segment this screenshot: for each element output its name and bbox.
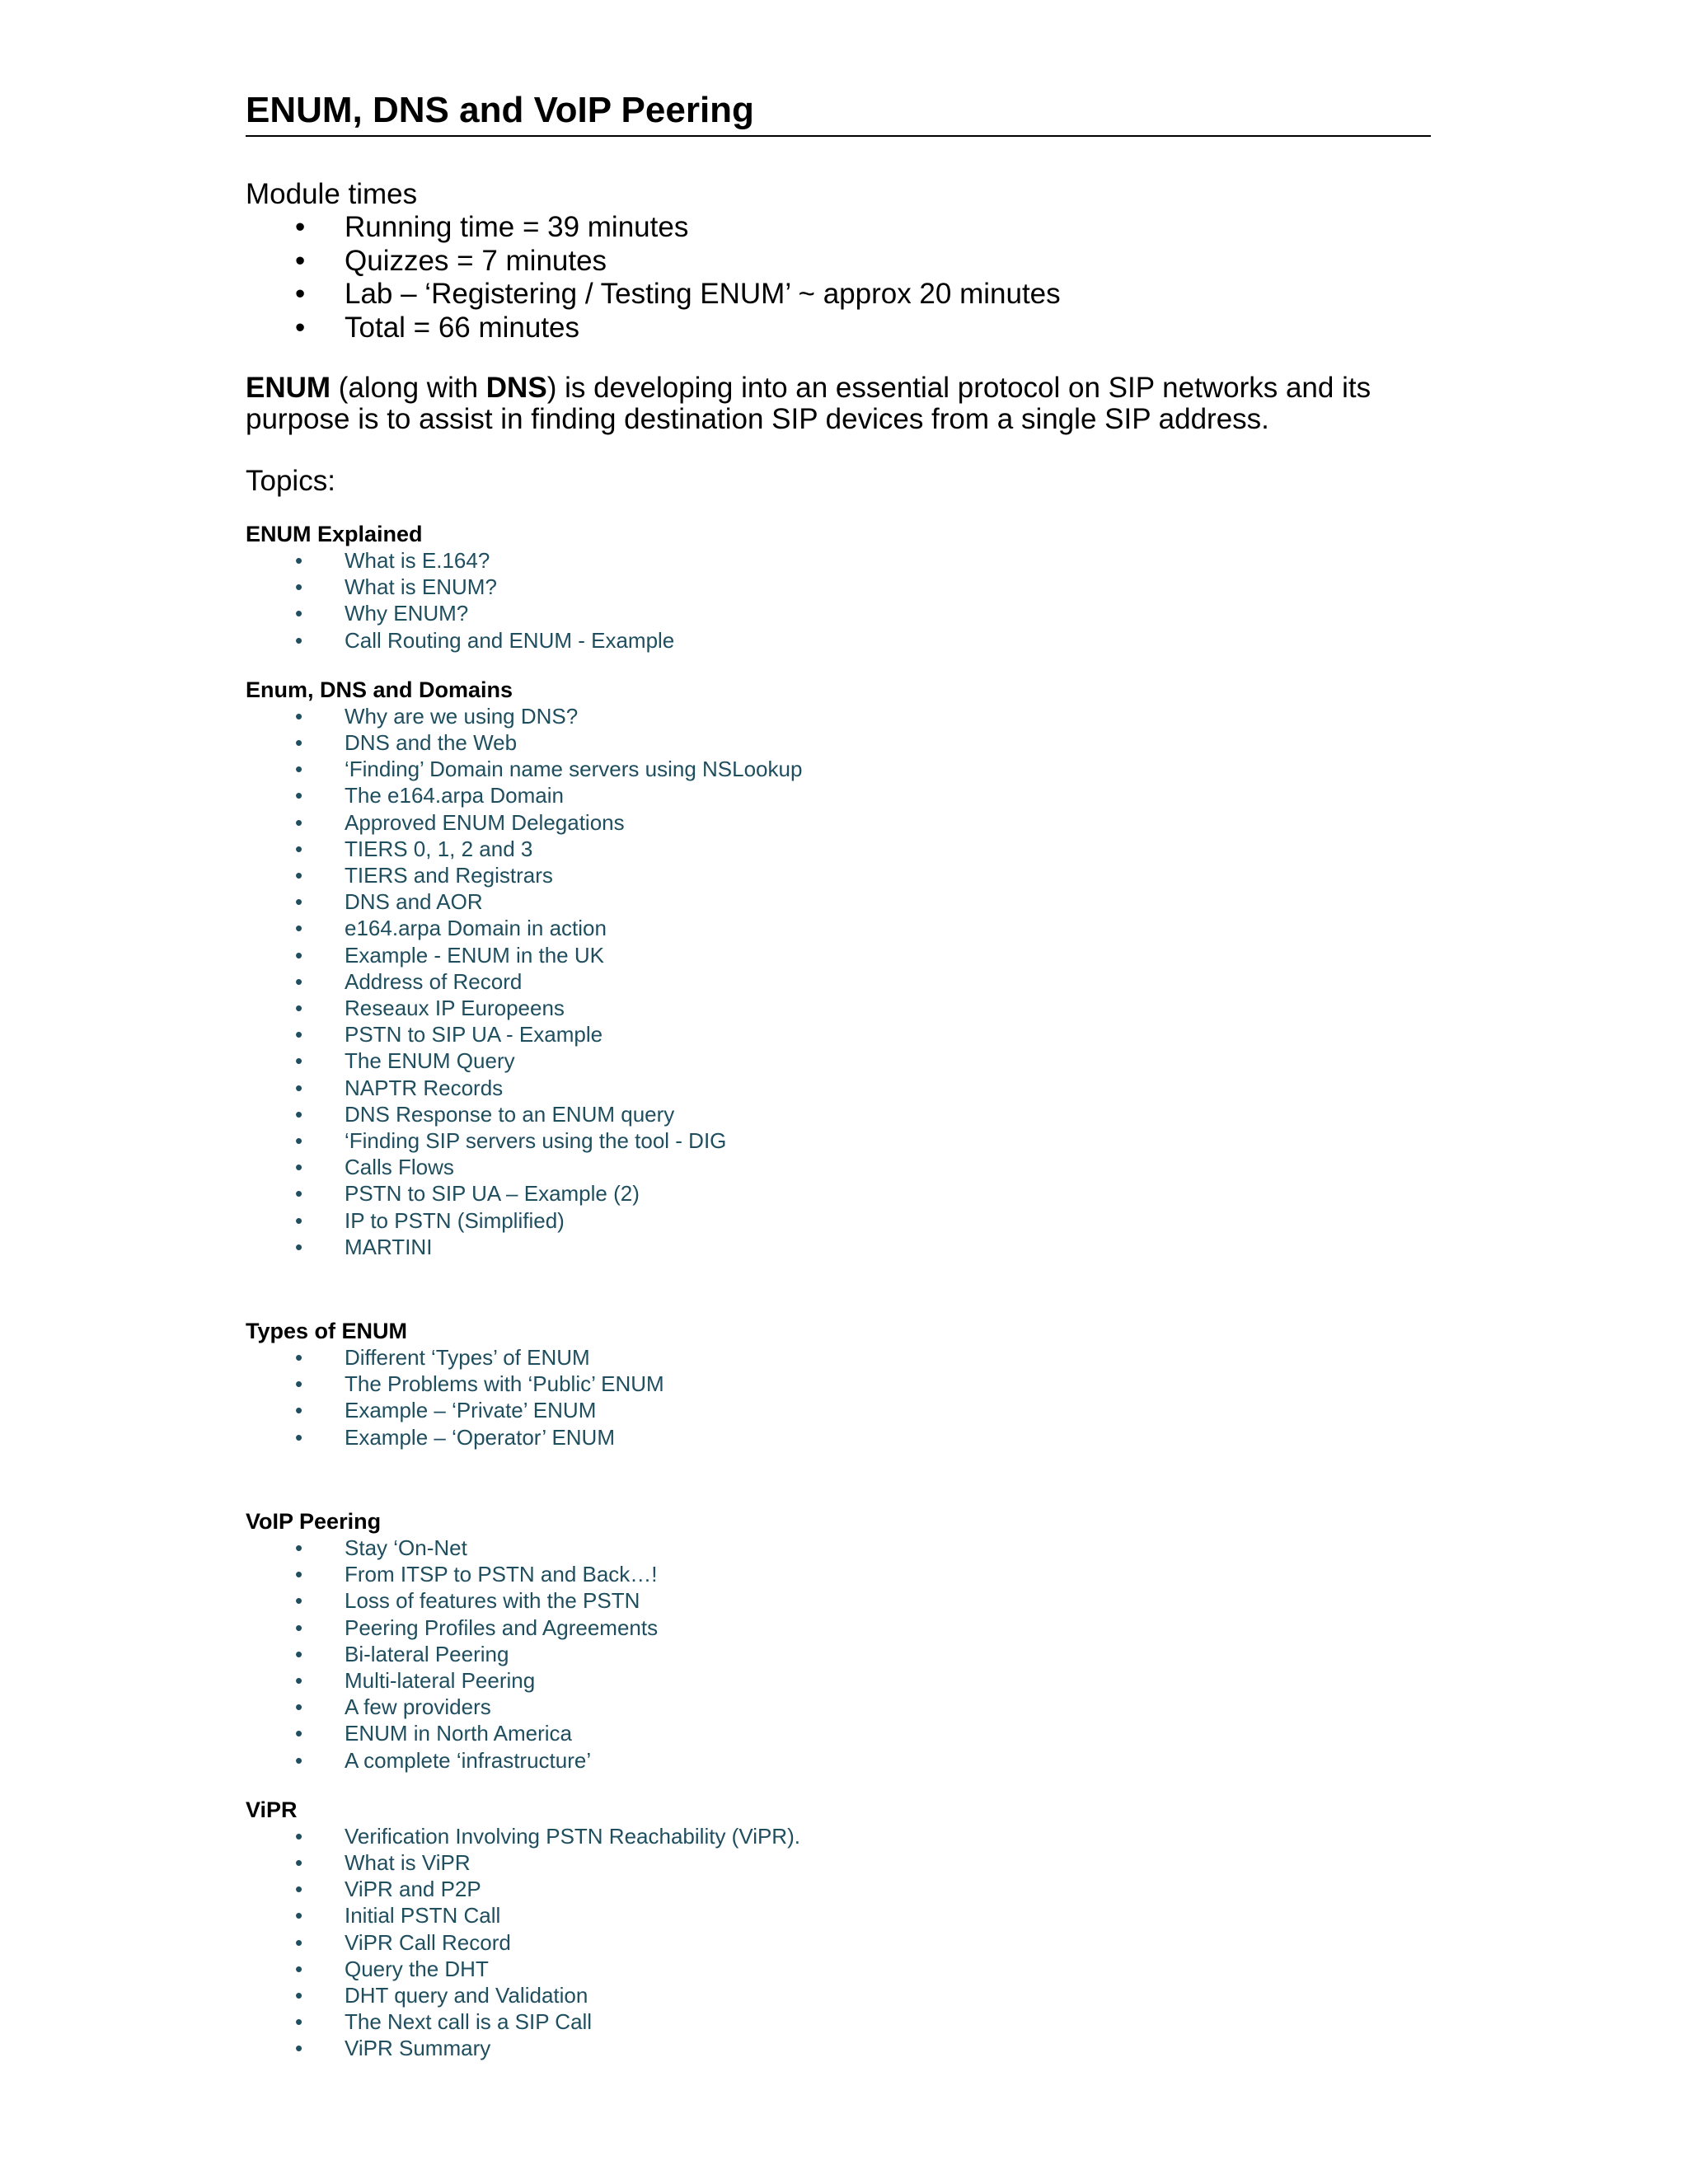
topic-item-text: ViPR and P2P (345, 1877, 481, 1902)
bullet-icon: • (295, 1903, 303, 1929)
topic-item-text: DNS and the Web (345, 730, 518, 756)
list-item (246, 1127, 1431, 1154)
list-item (246, 600, 1431, 626)
list-item (246, 1154, 1431, 1180)
bullet-icon: • (295, 1849, 303, 1875)
bullet-icon: • (295, 1535, 303, 1560)
bullet-icon: • (295, 1022, 303, 1047)
bullet-icon: • (295, 211, 306, 243)
topic-item-text: A few providers (345, 1694, 491, 1720)
section-title: ENUM Explained (246, 522, 423, 546)
topic-item-text: Example - ENUM in the UK (345, 942, 604, 968)
bullet-icon: • (295, 601, 303, 626)
list-item (246, 729, 1431, 756)
topic-item-text: DNS and AOR (345, 889, 483, 915)
list-item (246, 756, 1431, 782)
intro-text-2: ) is developing into an essential protocol on SIP networks and its purpose is to assist in finding destination SIP devices from a single SIP address. (246, 372, 1372, 435)
module-time-text: Running time = 39 minutes (345, 211, 689, 243)
list-item (246, 995, 1431, 1021)
intro-bold-enum: ENUM (246, 372, 331, 404)
bullet-icon: • (295, 1721, 303, 1746)
list-item (246, 1694, 1431, 1720)
topic-item-text: TIERS 0, 1, 2 and 3 (345, 836, 533, 861)
bullet-icon: • (295, 1181, 303, 1207)
topic-section (246, 677, 1431, 1260)
topic-section (246, 1797, 1431, 2062)
topic-item-text: Call Routing and ENUM - Example (345, 627, 675, 653)
topic-list (246, 1535, 1431, 1774)
list-item (246, 278, 1431, 312)
topic-item-text: From ITSP to PSTN and Back…! (345, 1562, 658, 1587)
topics-heading: Topics: (246, 465, 335, 497)
list-item (246, 1180, 1431, 1207)
topic-item-text: Verification Involving PSTN Reachability (ViPR). (345, 1823, 800, 1849)
list-item (246, 836, 1431, 862)
topic-item-text: PSTN to SIP UA – Example (2) (345, 1181, 640, 1207)
topic-item-text: ViPR Summary (345, 2036, 491, 2061)
topic-item-text: What is ViPR (345, 1849, 471, 1875)
bullet-icon: • (295, 1234, 303, 1259)
list-item (246, 2008, 1431, 2035)
topic-item-text: Multi-lateral Peering (345, 1667, 536, 1693)
list-item (246, 862, 1431, 888)
document-page (246, 89, 1431, 2062)
topic-item-text: Calls Flows (345, 1155, 454, 1180)
list-item (246, 1344, 1431, 1371)
topic-list (246, 547, 1431, 654)
topic-item-text: e164.arpa Domain in action (345, 916, 607, 941)
bullet-icon: • (295, 1982, 303, 2008)
topic-item-text: The e164.arpa Domain (345, 783, 564, 808)
list-item (246, 547, 1431, 574)
bullet-icon: • (295, 1345, 303, 1371)
list-item (246, 211, 1431, 245)
section-title: ViPR (246, 1797, 298, 1822)
list-item (246, 1101, 1431, 1127)
list-item (246, 942, 1431, 968)
bullet-icon: • (295, 1823, 303, 1849)
bullet-icon: • (295, 836, 303, 861)
list-item (246, 1956, 1431, 1982)
bullet-icon: • (295, 1371, 303, 1397)
list-item (246, 312, 1431, 345)
list-item (246, 1397, 1431, 1423)
intro-paragraph (246, 373, 1431, 435)
list-item (246, 1234, 1431, 1260)
list-item (246, 1535, 1431, 1561)
bullet-icon: • (295, 1048, 303, 1074)
topic-item-text: What is E.164? (345, 548, 490, 573)
intro-text-1: (along with (331, 372, 486, 404)
list-item (246, 1929, 1431, 1956)
topic-item-text: TIERS and Registrars (345, 863, 553, 888)
bullet-icon: • (295, 889, 303, 915)
bullet-icon: • (295, 703, 303, 729)
bullet-icon: • (295, 809, 303, 835)
page-title: ENUM, DNS and VoIP Peering (246, 89, 1431, 137)
section-title: Enum, DNS and Domains (246, 677, 513, 702)
list-item (246, 1641, 1431, 1667)
topic-section (246, 521, 1431, 654)
bullet-icon: • (295, 783, 303, 808)
list-item (246, 1561, 1431, 1587)
bullet-icon: • (295, 942, 303, 968)
list-item (246, 1021, 1431, 1047)
topic-item-text: DHT query and Validation (345, 1982, 588, 2008)
bullet-icon: • (295, 1424, 303, 1450)
list-item (246, 915, 1431, 941)
list-item (246, 703, 1431, 729)
bullet-icon: • (295, 548, 303, 573)
list-item (246, 968, 1431, 995)
topic-item-text: The Problems with ‘Public’ ENUM (345, 1371, 664, 1397)
topic-item-text: Peering Profiles and Agreements (345, 1615, 659, 1640)
list-item (246, 2035, 1431, 2061)
topic-item-text: Example – ‘Operator’ ENUM (345, 1424, 615, 1450)
list-item (246, 1982, 1431, 2008)
list-item (246, 1849, 1431, 1876)
topic-item-text: A complete ‘infrastructure’ (345, 1747, 592, 1773)
module-times-heading: Module times (246, 178, 418, 210)
topic-item-text: IP to PSTN (Simplified) (345, 1207, 565, 1233)
bullet-icon: • (295, 1101, 303, 1127)
list-item (246, 1047, 1431, 1074)
topic-item-text: ViPR Call Record (345, 1929, 511, 1955)
bullet-icon: • (295, 863, 303, 888)
list-item (246, 1823, 1431, 1849)
module-time-text: Lab – ‘Registering / Testing ENUM’ ~ approx 20 minutes (345, 278, 1061, 310)
topic-section (246, 1508, 1431, 1774)
bullet-icon: • (295, 1615, 303, 1640)
list-item (246, 245, 1431, 279)
bullet-icon: • (295, 278, 306, 310)
bullet-icon: • (295, 916, 303, 941)
bullet-icon: • (295, 311, 306, 344)
module-time-text: Quizzes = 7 minutes (345, 244, 607, 277)
topic-item-text: Different ‘Types’ of ENUM (345, 1345, 590, 1371)
topic-sections (246, 521, 1431, 2062)
bullet-icon: • (295, 627, 303, 653)
topic-item-text: PSTN to SIP UA - Example (345, 1022, 603, 1047)
topic-item-text: What is ENUM? (345, 574, 497, 600)
topic-item-text: The Next call is a SIP Call (345, 2009, 593, 2035)
bullet-icon: • (295, 1207, 303, 1233)
list-item (246, 1902, 1431, 1929)
bullet-icon: • (295, 1075, 303, 1100)
topic-item-text: DNS Response to an ENUM query (345, 1101, 675, 1127)
list-item (246, 782, 1431, 808)
bullet-icon: • (295, 1694, 303, 1720)
list-item (246, 888, 1431, 915)
list-item (246, 1587, 1431, 1614)
bullet-icon: • (295, 1956, 303, 1981)
list-item (246, 1371, 1431, 1397)
bullet-icon: • (295, 1128, 303, 1154)
bullet-icon: • (295, 1641, 303, 1666)
topic-item-text: Loss of features with the PSTN (345, 1588, 640, 1614)
bullet-icon: • (295, 1588, 303, 1614)
section-title: Types of ENUM (246, 1319, 408, 1344)
bullet-icon: • (295, 1667, 303, 1693)
list-item (246, 1667, 1431, 1694)
topic-item-text: Example – ‘Private’ ENUM (345, 1398, 597, 1423)
bullet-icon: • (295, 2009, 303, 2035)
list-item (246, 1747, 1431, 1774)
section-title: VoIP Peering (246, 1508, 382, 1534)
topic-item-text: Bi-lateral Peering (345, 1641, 509, 1666)
list-item (246, 1720, 1431, 1746)
topic-item-text: Why ENUM? (345, 601, 469, 626)
bullet-icon: • (295, 1562, 303, 1587)
topic-item-text: Approved ENUM Delegations (345, 809, 625, 835)
bullet-icon: • (295, 1929, 303, 1955)
intro-bold-dns: DNS (485, 372, 547, 404)
topic-item-text: The ENUM Query (345, 1048, 515, 1074)
bullet-icon: • (295, 1877, 303, 1902)
topic-item-text: Query the DHT (345, 1956, 489, 1981)
topic-item-text: Reseaux IP Europeens (345, 996, 565, 1021)
topic-list (246, 703, 1431, 1260)
topic-item-text: ENUM in North America (345, 1721, 572, 1746)
list-item (246, 1876, 1431, 1902)
topic-list (246, 1344, 1431, 1451)
topic-item-text: ‘Finding’ Domain name servers using NSLookup (345, 757, 803, 782)
bullet-icon: • (295, 968, 303, 994)
bullet-icon: • (295, 244, 306, 277)
list-item (246, 1207, 1431, 1234)
topic-item-text: ‘Finding SIP servers using the tool - DIG (345, 1128, 727, 1154)
bullet-icon: • (295, 574, 303, 600)
list-item (246, 1615, 1431, 1641)
bullet-icon: • (295, 730, 303, 756)
list-item (246, 809, 1431, 836)
list-item (246, 1075, 1431, 1101)
bullet-icon: • (295, 757, 303, 782)
topic-item-text: Initial PSTN Call (345, 1903, 501, 1929)
bullet-icon: • (295, 1155, 303, 1180)
topic-list (246, 1823, 1431, 2062)
list-item (246, 1424, 1431, 1451)
topic-item-text: Why are we using DNS? (345, 703, 579, 729)
topic-item-text: NAPTR Records (345, 1075, 504, 1100)
topic-section (246, 1318, 1431, 1451)
bullet-icon: • (295, 1747, 303, 1773)
topic-item-text: Address of Record (345, 968, 523, 994)
bullet-icon: • (295, 996, 303, 1021)
bullet-icon: • (295, 1398, 303, 1423)
list-item (246, 574, 1431, 600)
bullet-icon: • (295, 2036, 303, 2061)
list-item (246, 627, 1431, 654)
module-times-list (246, 211, 1431, 344)
module-time-text: Total = 66 minutes (345, 311, 580, 344)
topic-item-text: Stay ‘On-Net (345, 1535, 467, 1560)
topic-item-text: MARTINI (345, 1234, 433, 1259)
